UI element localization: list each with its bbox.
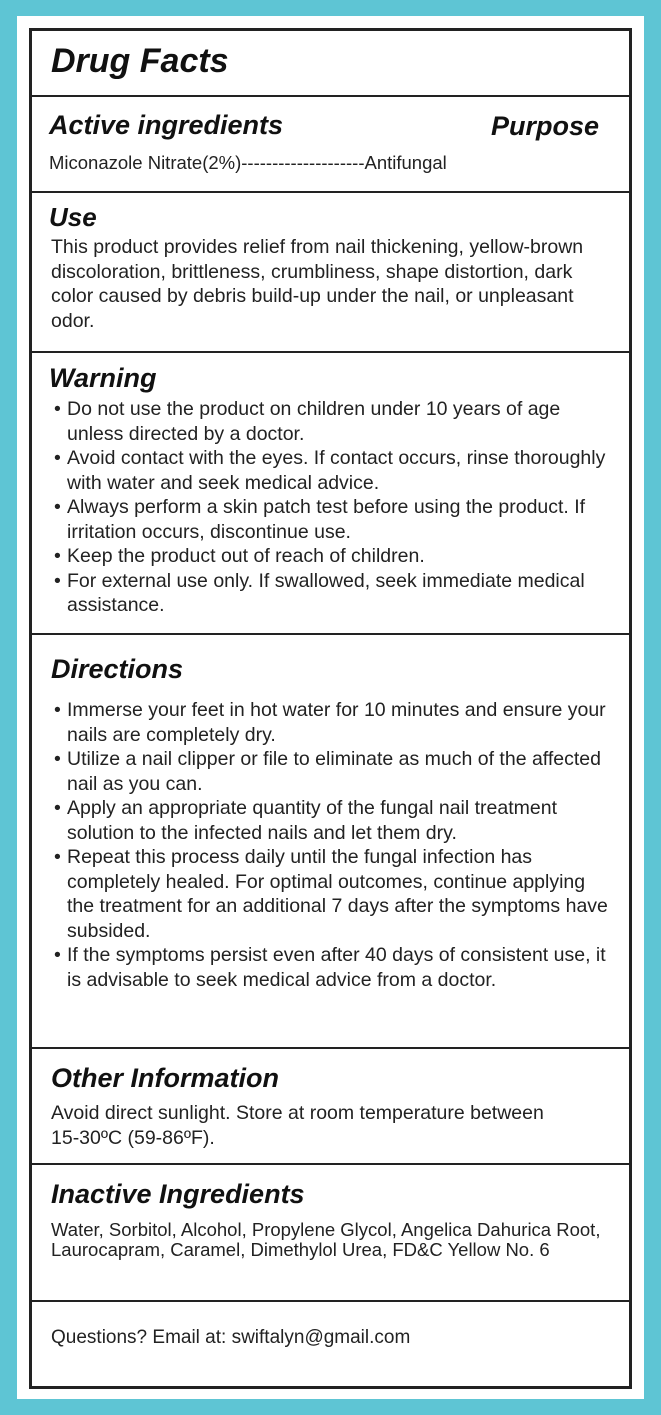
- warning-item: • Avoid contact with the eyes. If contact occurs, rinse thoroughly with water and seek medical advice.: [49, 446, 614, 495]
- contact-section: [32, 1302, 629, 1386]
- other-information-text: Avoid direct sunlight. Store at room temperature between 15-30ºC (59-86ºF).: [51, 1102, 544, 1149]
- inactive-ingredients-heading: Inactive Ingredients: [51, 1179, 305, 1209]
- warning-section: [32, 353, 629, 635]
- directions-item: • Apply an appropriate quantity of the fungal nail treatment solution to the infected nails and let them dry.: [49, 796, 614, 845]
- use-text: This product provides relief from nail thickening, yellow-brown discoloration, brittleness, crumbliness, shape distortion, dark color caused by debris build-up under the nail, or unpleasant odor.: [51, 236, 584, 332]
- directions-list: [49, 698, 614, 992]
- purpose-heading: Purpose: [490, 111, 599, 141]
- page-title: Drug Facts: [51, 42, 229, 80]
- directions-item: • Immerse your feet in hot water for 10 minutes and ensure your nails are completely dry.: [49, 698, 614, 747]
- warning-item: • Keep the product out of reach of children.: [49, 544, 614, 569]
- use-heading: Use: [49, 202, 97, 232]
- active-ingredients-section: [32, 97, 629, 193]
- warning-list: [49, 397, 614, 618]
- use-section: [32, 193, 629, 353]
- warning-item: • Do not use the product on children under 10 years of age unless directed by a doctor.: [49, 397, 614, 446]
- ingredient-line: Miconazole Nitrate(2%)--------------------Antifungal: [49, 152, 447, 173]
- inactive-ingredients-section: [32, 1165, 629, 1302]
- warning-item: • Always perform a skin patch test before using the product. If irritation occurs, discontinue use.: [49, 495, 614, 544]
- warning-heading: Warning: [49, 363, 157, 393]
- directions-item: • If the symptoms persist even after 40 days of consistent use, it is advisable to seek medical advice from a doctor.: [49, 943, 614, 992]
- active-ingredients-heading: Active ingredients: [49, 110, 284, 140]
- warning-item: • For external use only. If swallowed, seek immediate medical assistance.: [49, 569, 614, 618]
- other-information-heading: Other Information: [51, 1063, 279, 1093]
- label-background: [17, 16, 644, 1399]
- directions-item: • Repeat this process daily until the fungal infection has completely healed. For optimal outcomes, continue applying the treatment for an additional 7 days after the symptoms have subsided.: [49, 845, 614, 943]
- contact-text: Questions? Email at: swiftalyn@gmail.com: [51, 1327, 411, 1348]
- drug-facts-panel: [29, 28, 632, 1389]
- directions-item: • Utilize a nail clipper or file to eliminate as much of the affected nail as you can.: [49, 747, 614, 796]
- directions-heading: Directions: [51, 654, 184, 684]
- inactive-ingredients-text: Water, Sorbitol, Alcohol, Propylene Glycol, Angelica Dahurica Root, Laurocapram, Caramel, Dimethylol Urea, FD&C Yellow No. 6: [51, 1219, 601, 1260]
- title-section: [32, 31, 629, 97]
- other-information-section: [32, 1049, 629, 1165]
- directions-section: [32, 635, 629, 1049]
